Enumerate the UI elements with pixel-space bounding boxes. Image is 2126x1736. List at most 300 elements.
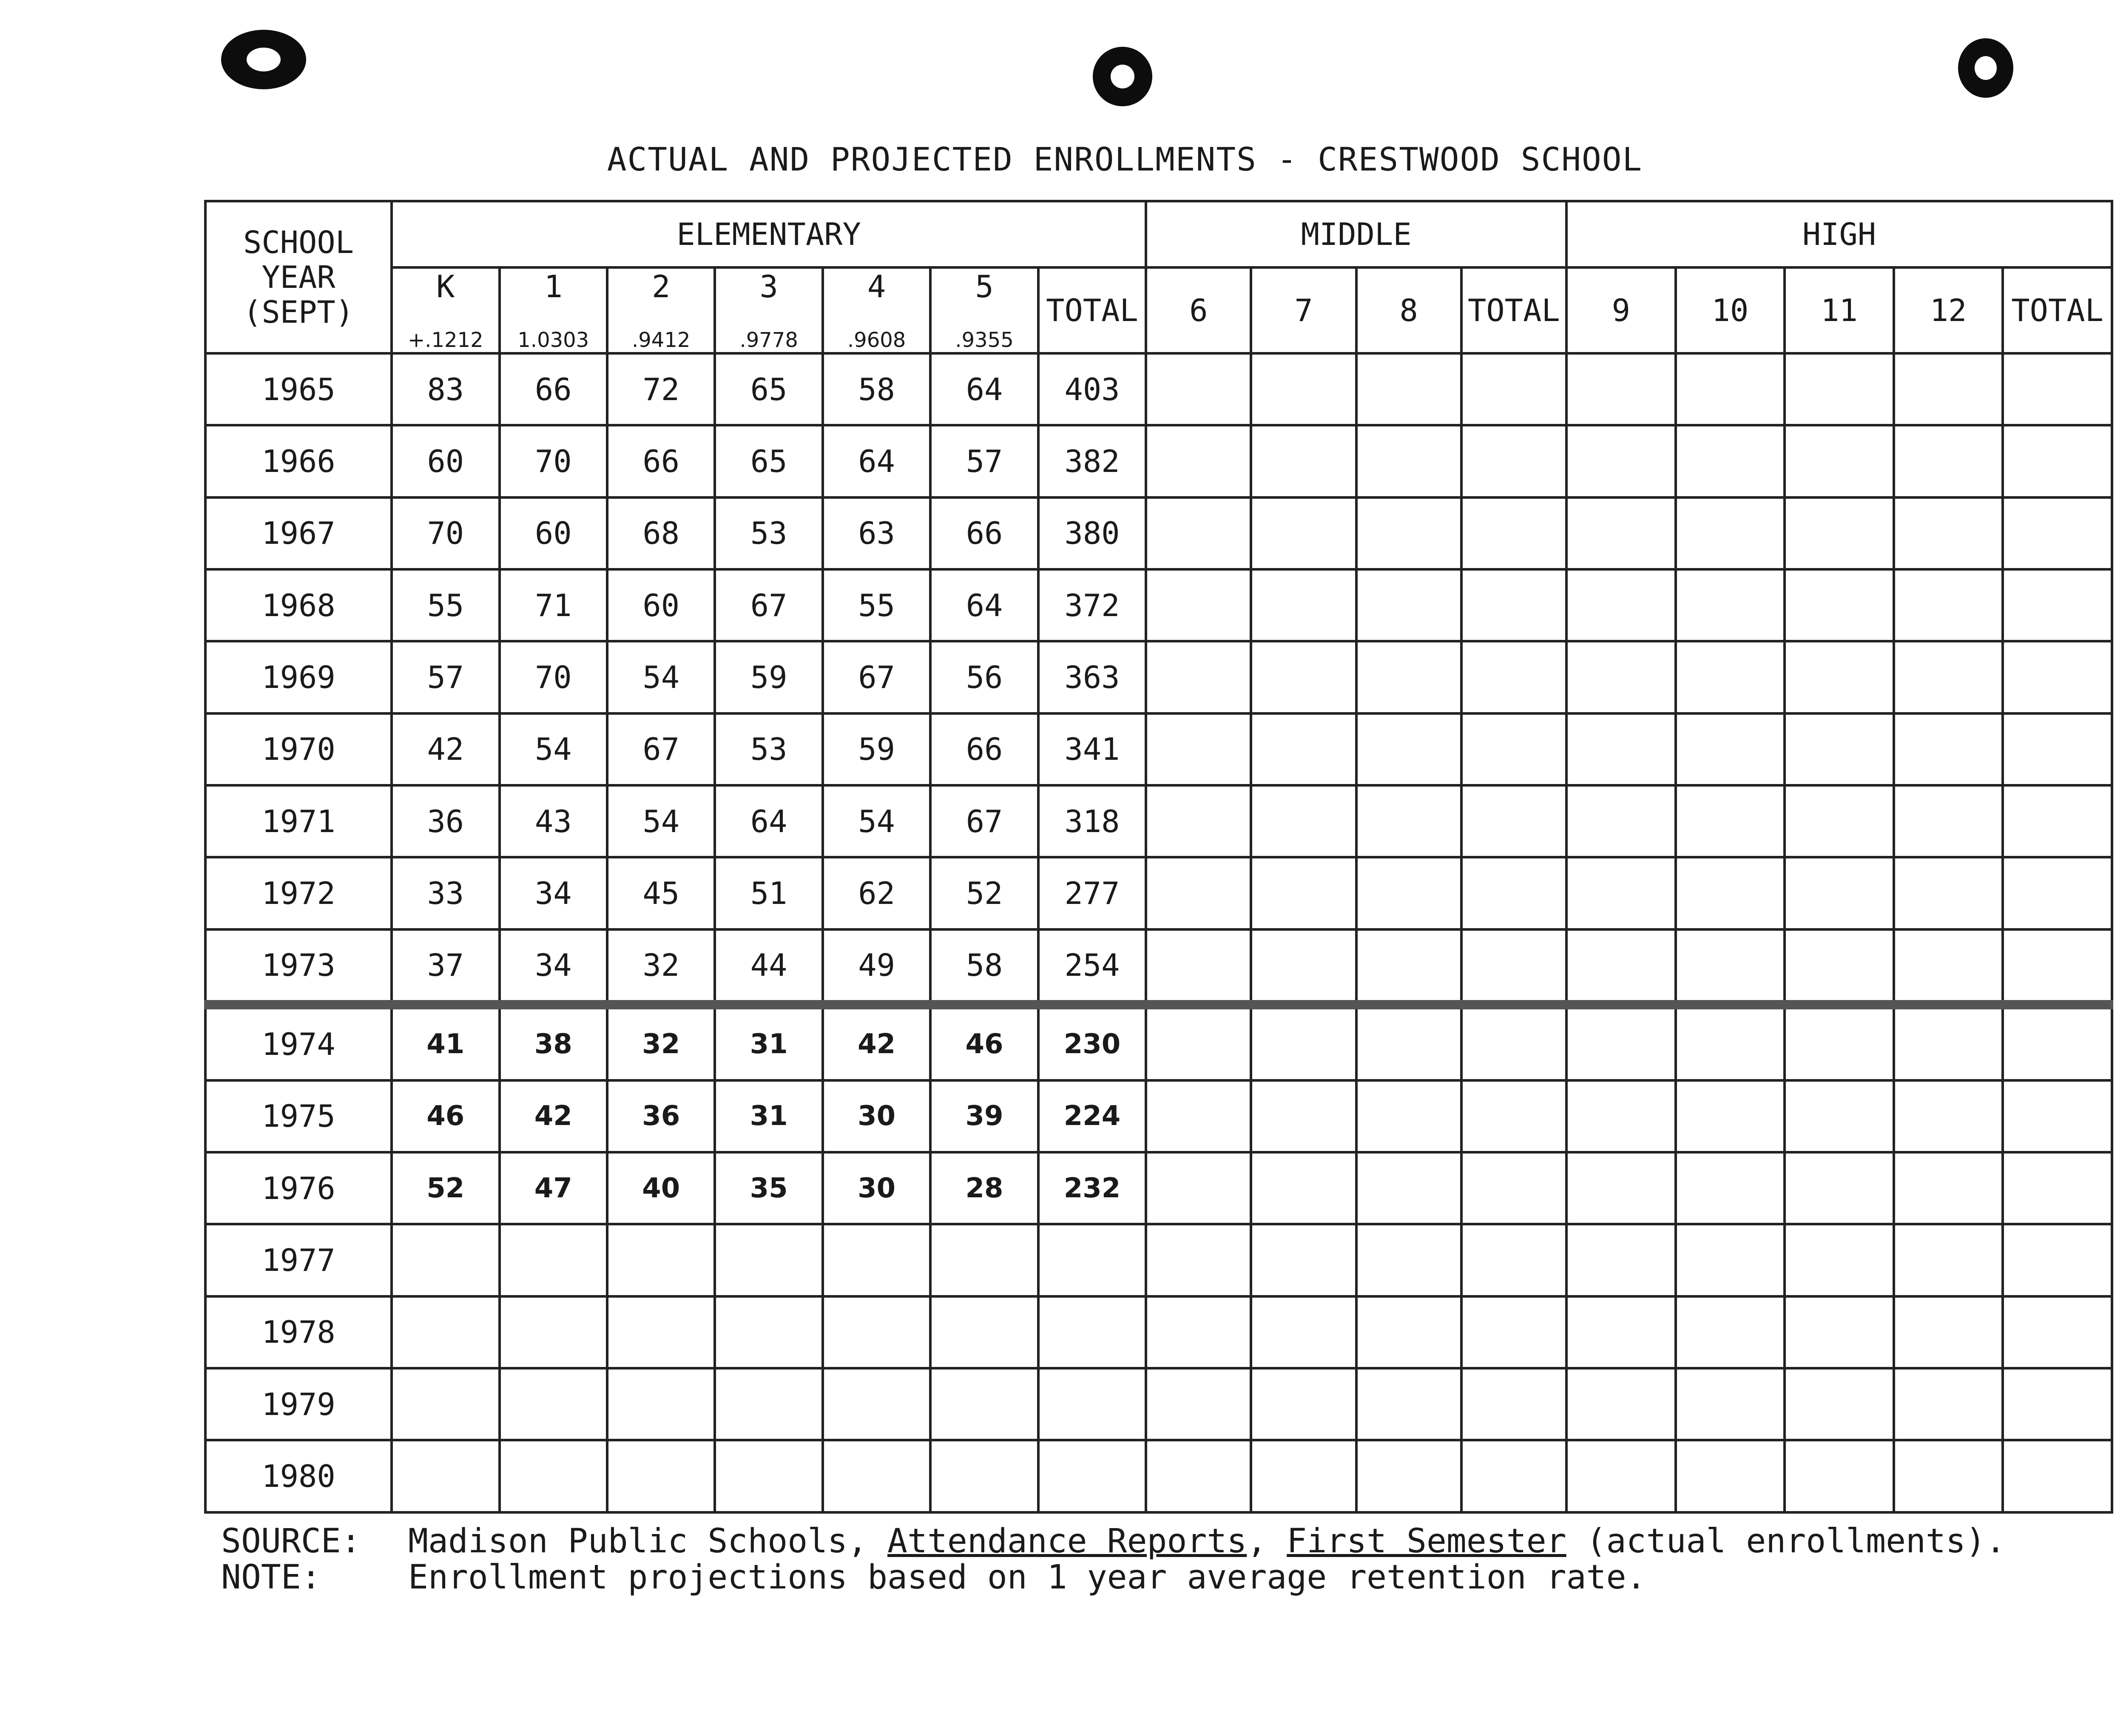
middle-cell (1461, 713, 1566, 785)
middle-cell (1461, 1440, 1566, 1512)
high-cell (1894, 857, 2003, 929)
middle-cell (1356, 713, 1461, 785)
high-cell (2003, 353, 2112, 425)
middle-cell (1461, 1005, 1566, 1080)
grade-cell (823, 1296, 930, 1368)
elementary-total-cell: 277 (1038, 857, 1146, 929)
grade-cell (715, 1368, 822, 1440)
middle-cell (1251, 641, 1356, 713)
middle-cell (1146, 425, 1251, 497)
grade-cell: 64 (823, 425, 930, 497)
column-header-2 (607, 267, 715, 353)
middle-cell (1146, 353, 1251, 425)
high-cell (1785, 713, 1894, 785)
high-cell (1676, 569, 1785, 641)
grade-cell (607, 1368, 715, 1440)
middle-cell (1251, 1005, 1356, 1080)
column-header-3 (715, 267, 822, 353)
table-row (205, 1152, 2112, 1224)
middle-cell (1146, 641, 1251, 713)
grade-cell (823, 1224, 930, 1296)
middle-cell (1251, 1440, 1356, 1512)
grade-cell: 53 (715, 497, 822, 569)
grade-cell (930, 1224, 1038, 1296)
elementary-total-cell (1038, 1368, 1146, 1440)
grade-label: 4 (867, 269, 886, 304)
middle-cell (1251, 1080, 1356, 1152)
high-cell (1785, 929, 1894, 1005)
column-header-elementary-total: TOTAL (1038, 267, 1146, 353)
high-cell (1894, 641, 2003, 713)
grade-cell (500, 1296, 607, 1368)
grade-cell: 30 (823, 1152, 930, 1224)
retention-rate: .9778 (739, 328, 798, 352)
grade-cell: 54 (607, 785, 715, 857)
grade-cell: 65 (715, 353, 822, 425)
high-cell (1676, 497, 1785, 569)
grade-cell: 60 (500, 497, 607, 569)
column-header-5 (930, 267, 1038, 353)
high-cell (2003, 713, 2112, 785)
punch-hole (221, 30, 306, 89)
source-separator: , (1247, 1522, 1287, 1560)
elementary-group-header: ELEMENTARY (392, 201, 1146, 267)
year-cell: 1976 (205, 1152, 392, 1224)
grade-cell: 44 (715, 929, 822, 1005)
table-row (205, 1224, 2112, 1296)
elementary-total-cell: 372 (1038, 569, 1146, 641)
middle-cell (1251, 857, 1356, 929)
elementary-total-cell: 230 (1038, 1005, 1146, 1080)
high-cell (1676, 1224, 1785, 1296)
high-cell (2003, 425, 2112, 497)
middle-cell (1146, 1296, 1251, 1368)
elementary-total-cell (1038, 1224, 1146, 1296)
high-cell (1894, 425, 2003, 497)
table-row (205, 353, 2112, 425)
grade-cell: 64 (930, 353, 1038, 425)
table-row (205, 1080, 2112, 1152)
high-cell (1785, 785, 1894, 857)
middle-cell (1146, 1152, 1251, 1224)
middle-cell (1356, 1005, 1461, 1080)
middle-cell (1356, 425, 1461, 497)
high-cell (1676, 1152, 1785, 1224)
high-cell (1894, 353, 2003, 425)
table-row (205, 569, 2112, 641)
source-text: Madison Public Schools, (408, 1522, 888, 1560)
note-line (221, 1558, 1646, 1597)
year-cell: 1975 (205, 1080, 392, 1152)
grade-cell: 31 (715, 1080, 822, 1152)
grade-cell: 52 (392, 1152, 499, 1224)
grade-cell: 62 (823, 857, 930, 929)
middle-cell (1146, 497, 1251, 569)
year-cell: 1970 (205, 713, 392, 785)
middle-cell (1356, 1440, 1461, 1512)
document-title: ACTUAL AND PROJECTED ENROLLMENTS - CRESTWOOD SCHOOL (607, 140, 1643, 178)
grade-cell (930, 1368, 1038, 1440)
elementary-total-cell: 363 (1038, 641, 1146, 713)
grade-cell: 32 (607, 929, 715, 1005)
high-cell (1894, 1368, 2003, 1440)
grade-cell: 42 (392, 713, 499, 785)
year-cell: 1969 (205, 641, 392, 713)
middle-cell (1461, 1080, 1566, 1152)
table-row (205, 1440, 2112, 1512)
middle-cell (1146, 713, 1251, 785)
grade-cell: 36 (392, 785, 499, 857)
grade-cell: 57 (930, 425, 1038, 497)
grade-label: 3 (759, 269, 778, 304)
grade-cell (607, 1224, 715, 1296)
middle-cell (1461, 497, 1566, 569)
high-cell (1894, 569, 2003, 641)
high-cell (2003, 1080, 2112, 1152)
high-cell (2003, 929, 2112, 1005)
grade-cell: 55 (823, 569, 930, 641)
high-cell (1785, 1440, 1894, 1512)
grade-cell (500, 1368, 607, 1440)
high-cell (1566, 929, 1676, 1005)
elementary-total-cell: 232 (1038, 1152, 1146, 1224)
grade-cell: 49 (823, 929, 930, 1005)
grade-cell: 60 (607, 569, 715, 641)
high-cell (1785, 1005, 1894, 1080)
source-text: (actual enrollments). (1566, 1522, 2006, 1560)
grade-cell: 65 (715, 425, 822, 497)
grade-cell: 51 (715, 857, 822, 929)
table-row (205, 1368, 2112, 1440)
high-cell (1566, 1080, 1676, 1152)
column-header-middle-total: TOTAL (1461, 267, 1566, 353)
middle-cell (1251, 569, 1356, 641)
grade-cell: 37 (392, 929, 499, 1005)
grade-cell: 72 (607, 353, 715, 425)
middle-cell (1251, 1368, 1356, 1440)
grade-cell (392, 1440, 499, 1512)
high-cell (1785, 1368, 1894, 1440)
grade-cell: 56 (930, 641, 1038, 713)
elementary-total-cell (1038, 1296, 1146, 1368)
grade-cell: 63 (823, 497, 930, 569)
enrollment-table (204, 200, 2113, 1514)
grade-label: K (436, 269, 455, 304)
grade-cell: 46 (930, 1005, 1038, 1080)
high-cell (1785, 353, 1894, 425)
retention-rate: .9412 (631, 328, 691, 352)
note-text: Enrollment projections based on 1 year average retention rate. (408, 1558, 1646, 1597)
table-row (205, 1005, 2112, 1080)
source-reference: First Semester (1287, 1522, 1566, 1560)
table-body (205, 353, 2112, 1512)
grade-cell: 40 (607, 1152, 715, 1224)
middle-cell (1461, 569, 1566, 641)
middle-cell (1461, 353, 1566, 425)
table-row (205, 785, 2112, 857)
grade-cell (392, 1368, 499, 1440)
retention-rate: .9608 (847, 328, 906, 352)
grade-cell: 58 (823, 353, 930, 425)
high-cell (1894, 713, 2003, 785)
grade-cell: 43 (500, 785, 607, 857)
grade-cell: 38 (500, 1005, 607, 1080)
high-cell (2003, 1368, 2112, 1440)
punch-hole (1093, 47, 1152, 106)
middle-cell (1356, 857, 1461, 929)
grade-cell: 71 (500, 569, 607, 641)
grade-cell (715, 1440, 822, 1512)
grade-cell (930, 1440, 1038, 1512)
grade-cell: 57 (392, 641, 499, 713)
middle-cell (1146, 1224, 1251, 1296)
middle-cell (1461, 1368, 1566, 1440)
high-cell (1566, 713, 1676, 785)
high-cell (1676, 1440, 1785, 1512)
middle-cell (1461, 1296, 1566, 1368)
grade-cell (500, 1440, 607, 1512)
elementary-total-cell (1038, 1440, 1146, 1512)
elementary-total-cell: 382 (1038, 425, 1146, 497)
grade-cell (500, 1224, 607, 1296)
high-cell (1894, 1152, 2003, 1224)
grade-cell: 42 (823, 1005, 930, 1080)
grade-cell: 54 (823, 785, 930, 857)
grade-cell: 31 (715, 1005, 822, 1080)
year-cell: 1978 (205, 1296, 392, 1368)
table-row (205, 857, 2112, 929)
middle-cell (1356, 1152, 1461, 1224)
high-cell (2003, 1005, 2112, 1080)
elementary-total-cell: 380 (1038, 497, 1146, 569)
high-cell (2003, 641, 2112, 713)
middle-cell (1356, 353, 1461, 425)
middle-cell (1461, 641, 1566, 713)
grade-cell: 67 (930, 785, 1038, 857)
high-cell (1676, 1296, 1785, 1368)
high-cell (2003, 1224, 2112, 1296)
column-header-10: 10 (1676, 267, 1785, 353)
high-cell (1785, 1152, 1894, 1224)
high-cell (2003, 569, 2112, 641)
school-year-header-line: (SEPT) (243, 294, 354, 330)
retention-rate: +.1212 (407, 328, 483, 352)
middle-cell (1146, 1440, 1251, 1512)
grade-cell: 67 (715, 569, 822, 641)
grade-cell: 45 (607, 857, 715, 929)
column-header-7: 7 (1251, 267, 1356, 353)
middle-cell (1251, 1224, 1356, 1296)
high-cell (1676, 857, 1785, 929)
middle-cell (1251, 425, 1356, 497)
elementary-total-cell: 318 (1038, 785, 1146, 857)
grade-cell: 64 (715, 785, 822, 857)
grade-cell: 67 (823, 641, 930, 713)
high-cell (1785, 1296, 1894, 1368)
grade-cell: 70 (500, 641, 607, 713)
grade-cell: 70 (392, 497, 499, 569)
table-row (205, 641, 2112, 713)
high-cell (1566, 353, 1676, 425)
middle-cell (1356, 497, 1461, 569)
year-cell: 1980 (205, 1440, 392, 1512)
column-header-k (392, 267, 499, 353)
grade-cell: 58 (930, 929, 1038, 1005)
grade-cell: 59 (715, 641, 822, 713)
high-cell (1566, 1368, 1676, 1440)
grade-cell: 67 (607, 713, 715, 785)
grade-cell (607, 1296, 715, 1368)
source-reference: Attendance Reports (887, 1522, 1247, 1560)
grade-cell: 46 (392, 1080, 499, 1152)
grade-cell: 60 (392, 425, 499, 497)
high-cell (2003, 785, 2112, 857)
year-cell: 1973 (205, 929, 392, 1005)
grade-cell: 55 (392, 569, 499, 641)
high-cell (1566, 1005, 1676, 1080)
high-cell (1676, 1005, 1785, 1080)
high-cell (1566, 1296, 1676, 1368)
high-cell (1566, 1224, 1676, 1296)
middle-cell (1356, 569, 1461, 641)
high-cell (2003, 497, 2112, 569)
note-label: NOTE: (221, 1558, 321, 1597)
high-cell (1785, 1224, 1894, 1296)
high-cell (1676, 1368, 1785, 1440)
middle-cell (1146, 1080, 1251, 1152)
grade-cell: 66 (500, 353, 607, 425)
high-cell (1894, 1080, 2003, 1152)
grade-cell: 52 (930, 857, 1038, 929)
high-cell (1894, 1005, 2003, 1080)
high-cell (1785, 641, 1894, 713)
year-cell: 1979 (205, 1368, 392, 1440)
middle-cell (1251, 353, 1356, 425)
year-cell: 1977 (205, 1224, 392, 1296)
year-cell: 1971 (205, 785, 392, 857)
middle-cell (1356, 785, 1461, 857)
source-line (221, 1522, 2006, 1560)
grade-cell: 34 (500, 929, 607, 1005)
grade-cell: 83 (392, 353, 499, 425)
punch-hole (1958, 38, 2013, 98)
high-cell (1566, 569, 1676, 641)
middle-cell (1356, 1224, 1461, 1296)
middle-cell (1356, 1296, 1461, 1368)
high-cell (1894, 929, 2003, 1005)
grade-cell (392, 1296, 499, 1368)
grade-cell: 54 (607, 641, 715, 713)
column-header-6: 6 (1146, 267, 1251, 353)
middle-cell (1461, 929, 1566, 1005)
middle-cell (1251, 713, 1356, 785)
middle-cell (1356, 929, 1461, 1005)
grade-cell: 39 (930, 1080, 1038, 1152)
school-year-header-line: SCHOOL (243, 224, 354, 260)
grade-cell: 35 (715, 1152, 822, 1224)
high-cell (1785, 425, 1894, 497)
column-header-8: 8 (1356, 267, 1461, 353)
year-cell: 1967 (205, 497, 392, 569)
grade-cell: 34 (500, 857, 607, 929)
middle-cell (1146, 1005, 1251, 1080)
grade-cell: 53 (715, 713, 822, 785)
school-year-header-line: YEAR (261, 259, 335, 295)
year-cell: 1965 (205, 353, 392, 425)
middle-cell (1251, 497, 1356, 569)
grade-cell: 68 (607, 497, 715, 569)
grade-label: 5 (975, 269, 994, 304)
high-cell (2003, 1440, 2112, 1512)
high-cell (1894, 1224, 2003, 1296)
middle-cell (1461, 785, 1566, 857)
school-year-header (205, 201, 392, 353)
year-cell: 1966 (205, 425, 392, 497)
grade-cell: 36 (607, 1080, 715, 1152)
grade-cell: 66 (607, 425, 715, 497)
grade-cell: 33 (392, 857, 499, 929)
grade-cell (930, 1296, 1038, 1368)
high-cell (1676, 641, 1785, 713)
middle-cell (1461, 857, 1566, 929)
column-header-12: 12 (1894, 267, 2003, 353)
middle-cell (1251, 1152, 1356, 1224)
table-row (205, 1296, 2112, 1368)
high-cell (1566, 1152, 1676, 1224)
grade-cell (392, 1224, 499, 1296)
high-cell (1676, 713, 1785, 785)
retention-rate: .9355 (955, 328, 1014, 352)
middle-cell (1356, 641, 1461, 713)
grade-cell (715, 1224, 822, 1296)
high-cell (1894, 497, 2003, 569)
grade-cell (823, 1440, 930, 1512)
middle-group-header: MIDDLE (1146, 201, 1566, 267)
middle-cell (1356, 1080, 1461, 1152)
column-header-4 (823, 267, 930, 353)
high-cell (1566, 497, 1676, 569)
grade-label: 1 (544, 269, 563, 304)
high-cell (2003, 1152, 2112, 1224)
high-cell (1566, 1440, 1676, 1512)
middle-cell (1251, 785, 1356, 857)
grade-cell: 47 (500, 1152, 607, 1224)
table-row (205, 713, 2112, 785)
middle-cell (1146, 857, 1251, 929)
high-cell (2003, 857, 2112, 929)
high-cell (1894, 785, 2003, 857)
middle-cell (1461, 425, 1566, 497)
year-cell: 1972 (205, 857, 392, 929)
middle-cell (1461, 1224, 1566, 1296)
high-cell (2003, 1296, 2112, 1368)
grade-cell (607, 1440, 715, 1512)
high-cell (1785, 569, 1894, 641)
middle-cell (1461, 1152, 1566, 1224)
middle-cell (1146, 1368, 1251, 1440)
high-cell (1566, 785, 1676, 857)
elementary-total-cell: 224 (1038, 1080, 1146, 1152)
column-header-high-total: TOTAL (2003, 267, 2112, 353)
high-cell (1785, 497, 1894, 569)
high-cell (1894, 1440, 2003, 1512)
grade-cell: 70 (500, 425, 607, 497)
grade-cell: 28 (930, 1152, 1038, 1224)
grade-cell: 66 (930, 713, 1038, 785)
grade-cell: 41 (392, 1005, 499, 1080)
grade-cell: 59 (823, 713, 930, 785)
middle-cell (1146, 929, 1251, 1005)
